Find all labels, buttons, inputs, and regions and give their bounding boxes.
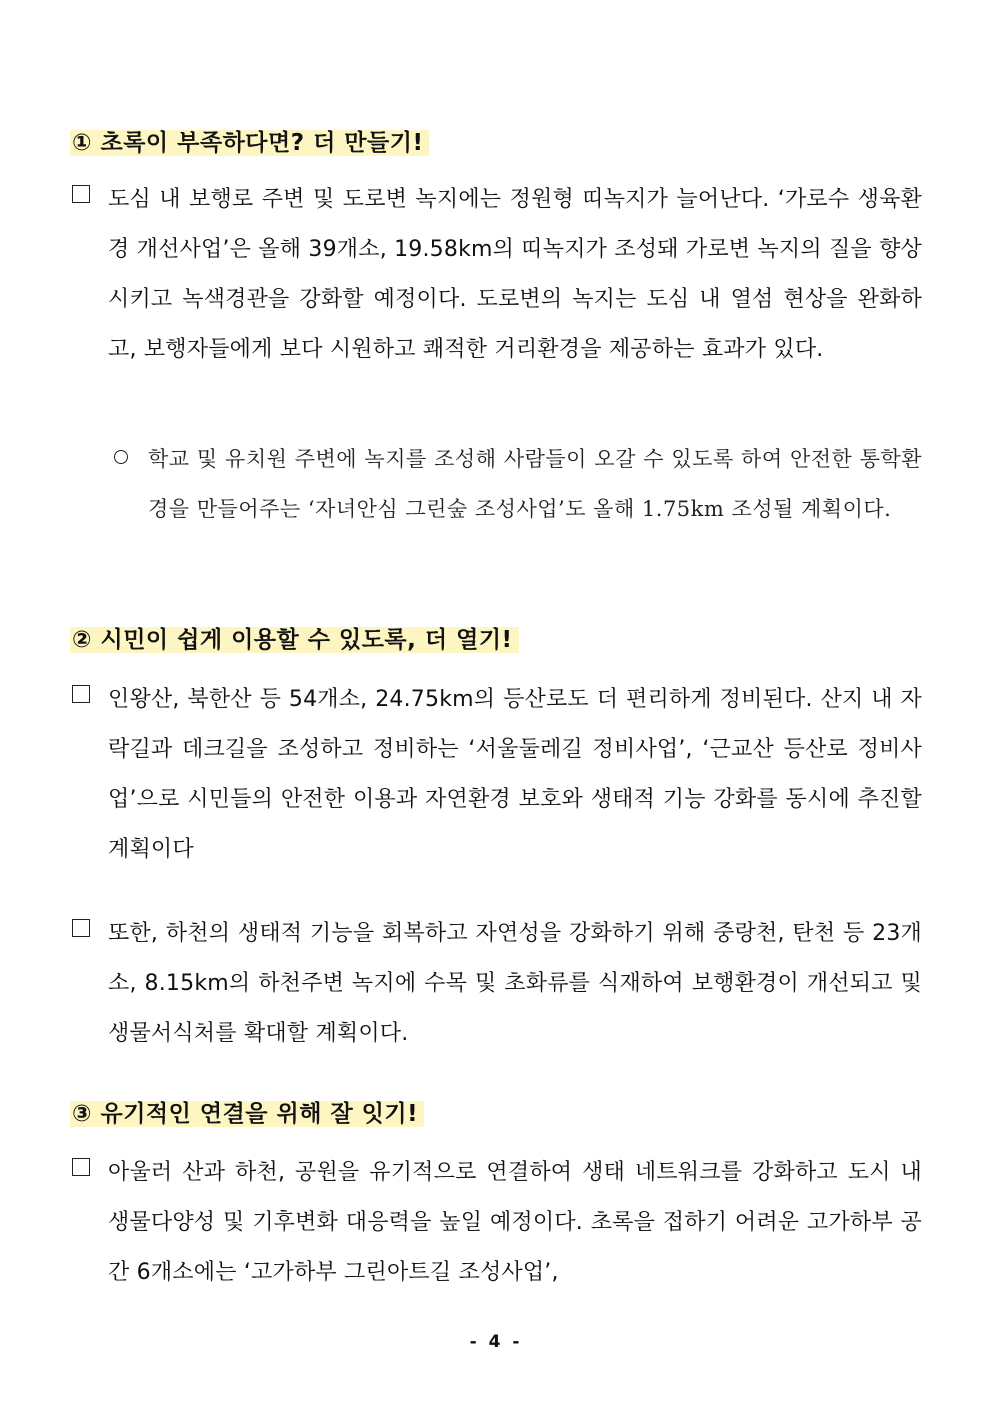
circle-bullet-icon: [114, 450, 128, 464]
sub-item-text: 학교 및 유치원 주변에 녹지를 조성해 사람들이 오갈 수 있도록 하여 안전한 통학환경을 만들어주는 ‘자녀안심 그린숲 조성사업’도 올해 1.75km 조성될 계획이다.: [148, 447, 922, 521]
page-number: - 4 -: [469, 1332, 523, 1352]
section-1-sub-item: [112, 434, 922, 534]
square-bullet-icon: [72, 1158, 90, 1176]
section-1-paragraph-1: [72, 175, 922, 375]
square-bullet-icon: [72, 685, 90, 703]
square-bullet-icon: [72, 185, 90, 203]
section-2-heading-text: ② 시민이 쉽게 이용할 수 있도록, 더 열기!: [70, 627, 519, 653]
section-3-paragraph-1: [72, 1148, 922, 1298]
section-1-heading-text: ① 초록이 부족하다면? 더 만들기!: [70, 130, 429, 156]
section-1-heading: [70, 126, 429, 160]
paragraph-text: 아울러 산과 하천, 공원을 유기적으로 연결하여 생태 네트워크를 강화하고 도시 내 생물다양성 및 기후변화 대응력을 높일 예정이다. 초록을 접하기 어려운 고가하부 공간 6개소에는 ‘고가하부 그린아트길 조성사업’,: [108, 1160, 922, 1285]
section-2-heading: [70, 623, 519, 657]
paragraph-text: 인왕산, 북한산 등 54개소, 24.75km의 등산로도 더 편리하게 정비된다. 산지 내 자락길과 데크길을 조성하고 정비하는 ‘서울둘레길 정비사업’, ‘근교산 등산로 정비사업’으로 시민들의 안전한 이용과 자연환경 보호와 생태적 기능 강화를 동시에 추진할 계획이다: [108, 687, 922, 862]
square-bullet-icon: [72, 919, 90, 937]
section-2-paragraph-2: [72, 909, 922, 1059]
section-3-heading-text: ③ 유기적인 연결을 위해 잘 잇기!: [70, 1101, 424, 1127]
paragraph-text: 도심 내 보행로 주변 및 도로변 녹지에는 정원형 띠녹지가 늘어난다. ‘가로수 생육환경 개선사업’은 올해 39개소, 19.58km의 띠녹지가 조성돼 가로변 녹지의 질을 향상시키고 녹색경관을 강화할 예정이다. 도로변의 녹지는 도심 내 열섬 현상을 완화하고, 보행자들에게 보다 시원하고 쾌적한 거리환경을 제공하는 효과가 있다.: [108, 187, 922, 362]
section-3-heading: [70, 1097, 424, 1131]
section-2-paragraph-1: [72, 675, 922, 875]
paragraph-text: 또한, 하천의 생태적 기능을 회복하고 자연성을 강화하기 위해 중랑천, 탄천 등 23개소, 8.15km의 하천주변 녹지에 수목 및 초화류를 식재하여 보행환경이 개선되고 및 생물서식처를 확대할 계획이다.: [108, 921, 922, 1046]
